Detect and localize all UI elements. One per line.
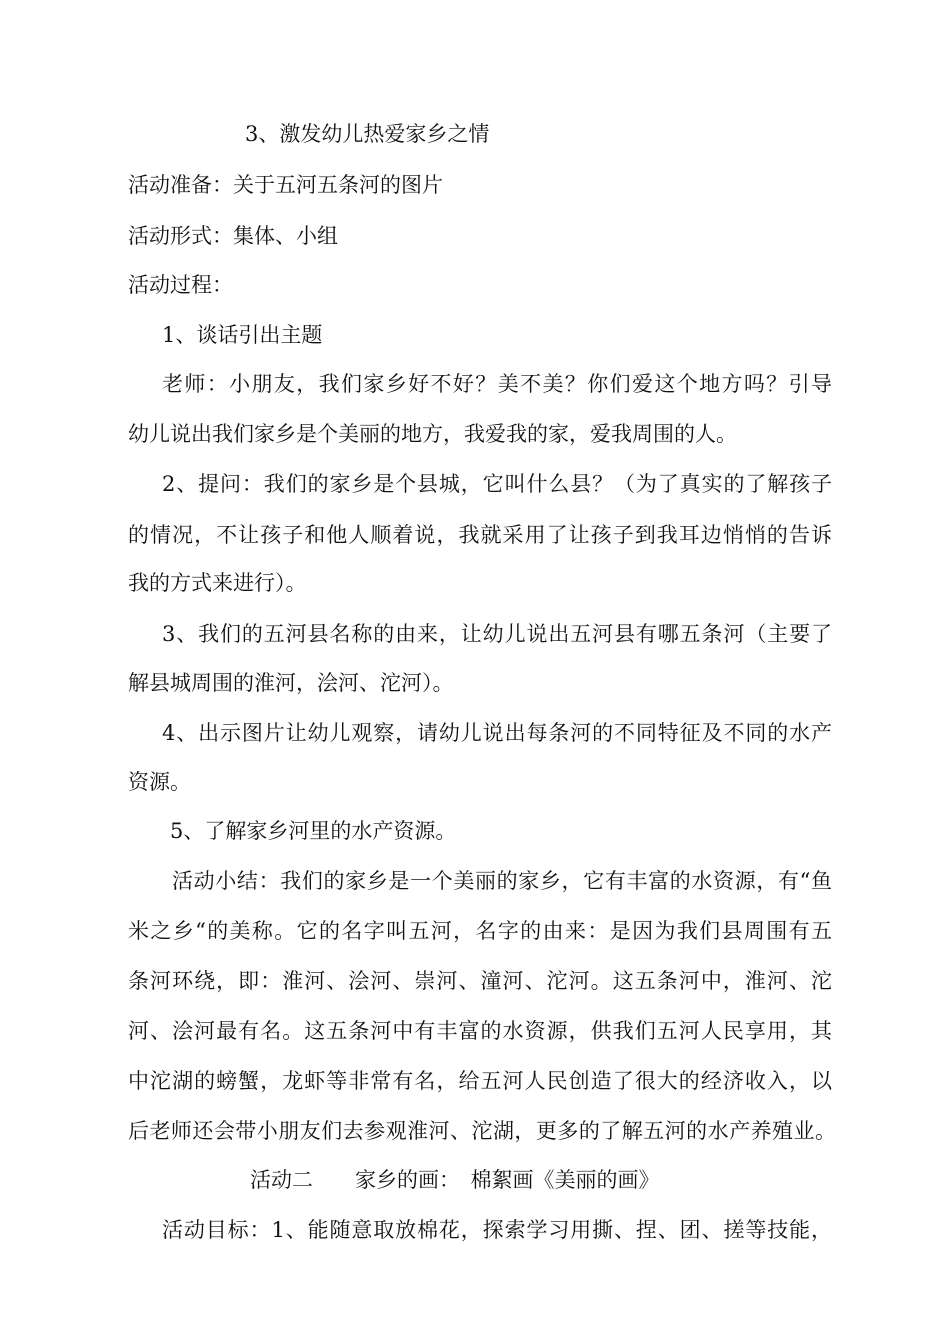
summary-line-2: 米之乡“的美称。它的名字叫五河，名字的由来：是因为我们县周围有五 xyxy=(128,919,832,943)
activity-form: 活动形式：集体、小组 xyxy=(128,224,338,248)
summary-line-6: 后老师还会带小朋友们去参观淮河、沱湖，更多的了解五河的水产养殖业。 xyxy=(128,1119,836,1143)
process-step-1: 1、谈话引出主题 xyxy=(162,323,323,347)
goal-item-3: 3、激发幼儿热爱家乡之情 xyxy=(245,122,490,146)
process-step-4-line-1: 4、出示图片让幼儿观察，请幼儿说出每条河的不同特征及不同的水产 xyxy=(162,721,832,745)
process-step-3-line-1: 3、我们的五河县名称的由来，让幼儿说出五河县有哪五条河（主要了 xyxy=(162,622,832,646)
process-step-3-line-2: 解县城周围的淮河，浍河、沱河）。 xyxy=(128,671,454,695)
teacher-question-line-2: 幼儿说出我们家乡是个美丽的地方，我爱我的家，爱我周围的人。 xyxy=(128,422,737,446)
activity-two-goal-line-1: 活动目标：1、能随意取放棉花，探索学习用撕、捏、团、搓等技能， xyxy=(162,1218,832,1242)
summary-line-1: 活动小结：我们的家乡是一个美丽的家乡，它有丰富的水资源，有“鱼 xyxy=(172,869,832,893)
activity-two-heading: 活动二 家乡的画： 棉絮画《美丽的画》 xyxy=(250,1168,660,1192)
process-step-2-line-3: 我的方式来进行）。 xyxy=(128,571,307,595)
summary-line-4: 河、浍河最有名。这五条河中有丰富的水资源，供我们五河人民享用，其 xyxy=(128,1019,832,1043)
summary-line-5: 中沱湖的螃蟹，龙虾等非常有名，给五河人民创造了很大的经济收入，以 xyxy=(128,1069,832,1093)
summary-line-3: 条河环绕，即：淮河、浍河、崇河、潼河、沱河。这五条河中，淮河、沱 xyxy=(128,969,832,993)
activity-process-heading: 活动过程： xyxy=(128,273,233,297)
process-step-2-line-2: 的情况，不让孩子和他人顺着说，我就采用了让孩子到我耳边悄悄的告诉 xyxy=(128,523,832,547)
activity-preparation: 活动准备：关于五河五条河的图片 xyxy=(128,173,443,197)
teacher-question-line-1: 老师：小朋友，我们家乡好不好？美不美？你们爱这个地方吗？引导 xyxy=(162,372,832,396)
process-step-2-line-1: 2、提问：我们的家乡是个县城，它叫什么县？（为了真实的了解孩子 xyxy=(162,472,832,496)
process-step-5: 5、了解家乡河里的水产资源。 xyxy=(170,819,457,843)
process-step-4-line-2: 资源。 xyxy=(128,770,191,794)
